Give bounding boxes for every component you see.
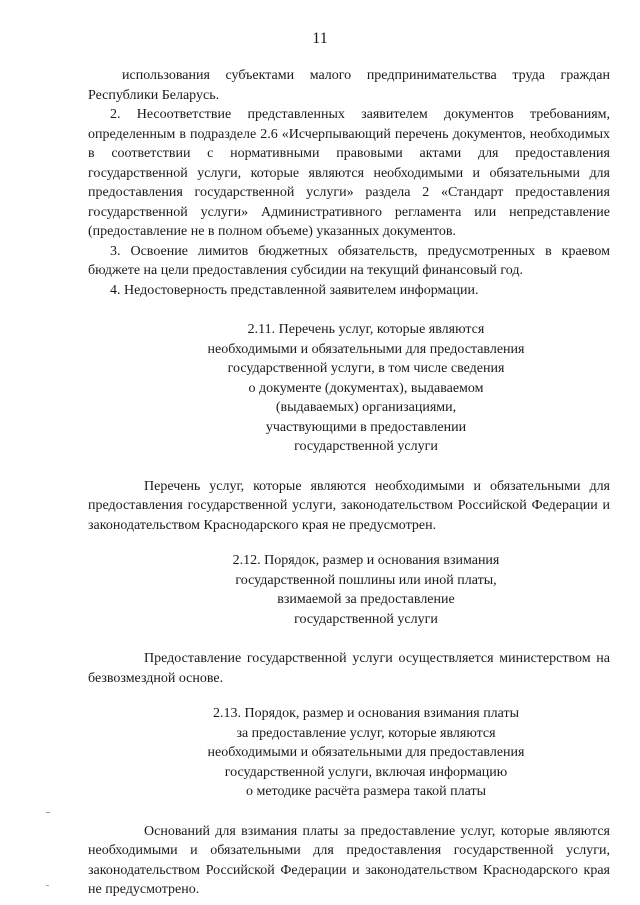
heading-line: взимаемой за предоставление (277, 592, 455, 607)
section-body: Перечень услуг, которые являются необходимыми и обязательными для предоставления государственной услуги, законодательством Российской Федерации и законодательством Краснодарского края не предусмотрен. (88, 478, 610, 533)
page-content (88, 66, 610, 900)
heading-line: (выдаваемых) организациями, (275, 400, 457, 415)
heading-line: государственной услуги (294, 439, 438, 454)
intro-paragraph: использования субъектами малого предпринимательства труда граждан Республики Беларусь. (88, 68, 610, 103)
scan-speck (46, 885, 49, 886)
heading-line: о документе (документах), выдаваемом (248, 380, 484, 396)
section-heading-2-13 (122, 704, 610, 802)
heading-line: участвующими в предоставлении (265, 419, 467, 435)
scan-speck (46, 812, 50, 813)
heading-line: государственной услуги (294, 611, 438, 627)
heading-line: необходимыми и обязательными для предоставления (207, 745, 525, 760)
section-heading-2-12 (122, 551, 610, 629)
section-heading-2-11 (122, 320, 610, 457)
intro-paragraph: 4. Недостоверность представленной заявителем информации. (110, 282, 479, 298)
heading-line: за предоставление услуг, которые являются (236, 725, 496, 741)
heading-line: государственной услуги, в том числе сведения (227, 361, 505, 376)
heading-line: государственной услуги, включая информацию (224, 764, 508, 780)
heading-line: о методике расчёта размера такой платы (245, 784, 487, 799)
heading-line: государственной пошлины или иной платы, (235, 572, 497, 588)
section-body: Оснований для взимания платы за предоставление услуг, которые являются необходимыми и обязательными для предоставления государственной услуги, законодательством Российской Федерации и законодательством Краснодарского края не предусмотрено. (88, 823, 610, 897)
page-number: 11 (312, 30, 328, 47)
heading-line: 2.11. Перечень услуг, которые являются (247, 322, 485, 337)
intro-paragraph: 2. Несоответствие представленных заявителем документов требованиям, определенным в подразделе 2.6 «Исчерпывающий перечень документов, необходимых в соответствии с нормативными правовыми актами для предоставления государственной услуги, которые являются необходимыми и обязательными для предоставления государственной услуги» раздела 2 «Стандарт предоставления государственной услуги» Административного регламента или непредставление (предоставление не в полном объеме) указанных документов. (88, 107, 610, 239)
intro-paragraph: 3. Освоение лимитов бюджетных обязательств, предусмотренных в краевом бюджете на цели предоставления субсидии на текущий финансовый год. (88, 243, 610, 278)
heading-line: необходимыми и обязательными для предоставления (207, 341, 525, 357)
heading-line: 2.13. Порядок, размер и основания взимания платы (212, 706, 520, 721)
section-body: Предоставление государственной услуги осуществляется министерством на безвозмездной основе. (88, 651, 610, 686)
heading-line: 2.12. Порядок, размер и основания взимания (232, 553, 500, 568)
